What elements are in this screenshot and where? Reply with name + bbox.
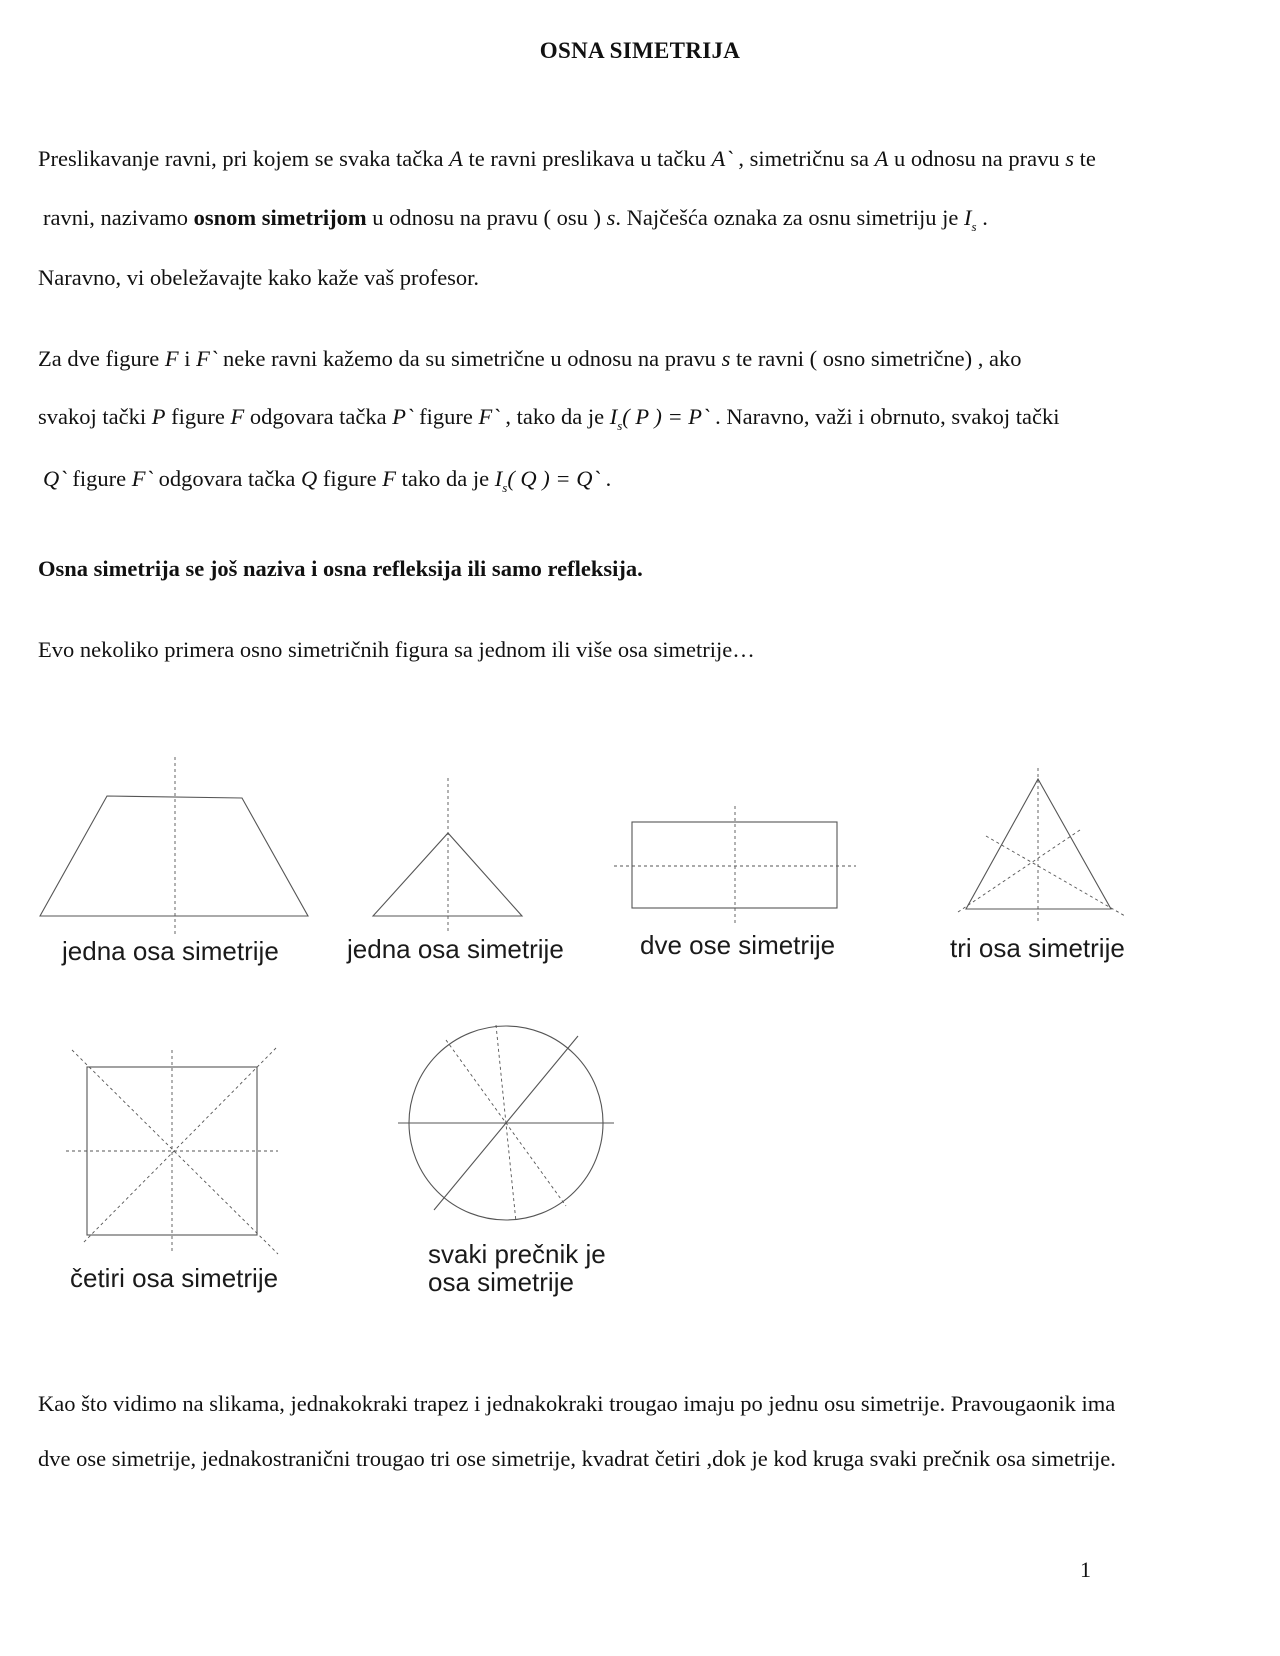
- text: .: [599, 466, 612, 491]
- text: te ravni ( osno simetrične) , ako: [730, 346, 1022, 371]
- equilateral-axis-2: [986, 836, 1125, 916]
- math-A-prime: A`: [711, 146, 733, 171]
- text: . Naravno, važi i obrnuto, svakoj tački: [709, 404, 1060, 429]
- text: te ravni preslikava u tačku: [462, 146, 712, 171]
- term-osna-simetrija: osnom simetrijom: [193, 205, 367, 230]
- label-trapezoid: jedna osa simetrije: [62, 936, 279, 966]
- math-F-prime: F`: [196, 346, 218, 371]
- paragraph-note: Naravno, vi obeležavajte kako kaže vaš profesor.: [38, 265, 480, 290]
- math-I: I: [609, 404, 618, 429]
- text: Preslikavanje ravni, pri kojem se svaka tačka: [38, 146, 450, 171]
- text: te: [1074, 146, 1096, 171]
- page-number: 1: [1080, 1557, 1091, 1582]
- math-F-prime: F`: [478, 404, 500, 429]
- math-s: s: [1065, 146, 1074, 171]
- math-subscript-s: s: [617, 418, 623, 433]
- label-circle-line2: osa simetrije: [428, 1267, 574, 1297]
- text: tako da je: [396, 466, 495, 491]
- math-Q: Q: [301, 466, 318, 491]
- text: figure: [66, 466, 132, 491]
- text: neke ravni kažemo da su simetrične u odnosu na pravu: [217, 346, 722, 371]
- math-F-prime: F`: [131, 466, 153, 491]
- math-s: s: [721, 346, 731, 371]
- text: . Najčešća oznaka za osnu simetriju je: [615, 205, 965, 230]
- text: u odnosu na pravu: [888, 146, 1066, 171]
- math-subscript-s: s: [971, 219, 977, 234]
- square-axis-diagonal-2: [82, 1048, 276, 1244]
- text: svakoj tački: [38, 404, 152, 429]
- paragraph-examples-intro: Evo nekoliko primera osno simetričnih figura sa jednom ili više osa simetrije…: [38, 637, 755, 662]
- paragraph-refleksija: Osna simetrija se još naziva i osna refleksija ili samo refleksija.: [38, 556, 643, 581]
- text: Za dve figure: [38, 346, 165, 371]
- math-formula: ( Q ) = Q`: [507, 466, 600, 491]
- text: ravni, nazivamo: [43, 205, 194, 230]
- math-P-prime: P`: [392, 404, 414, 429]
- text: , tako da je: [499, 404, 610, 429]
- math-A: A: [449, 146, 463, 171]
- paragraph-conclusion-line2: dve ose simetrije, jednakostranični trougao tri ose simetrije, kvadrat četiri ,dok je kod kruga svaki prečnik osa simetrije.: [38, 1446, 1116, 1471]
- label-rectangle: dve ose simetrije: [640, 930, 836, 960]
- math-P: P: [151, 404, 166, 429]
- text: , simetričnu sa: [732, 146, 875, 171]
- text: i: [178, 346, 197, 371]
- text: u odnosu na pravu ( osu ): [366, 205, 607, 230]
- text: .: [976, 205, 988, 230]
- math-A: A: [874, 146, 889, 171]
- paragraph-conclusion-line1: Kao što vidimo na slikama, jednakokraki trapez i jednakokraki trougao imaju po jednu osu simetrije. Pravougaonik ima: [38, 1391, 1116, 1416]
- label-equilateral-triangle: tri osa simetrije: [950, 933, 1125, 963]
- math-formula: ( P ) = P`: [622, 404, 710, 429]
- equilateral-axis-3: [958, 830, 1080, 912]
- text: figure: [317, 466, 383, 491]
- math-Q-prime: Q`: [43, 466, 67, 491]
- math-I: I: [494, 466, 503, 491]
- text: figure: [165, 404, 231, 429]
- label-circle-line1: svaki prečnik je: [428, 1239, 606, 1269]
- math-F: F: [382, 466, 397, 491]
- isosceles-triangle-shape: [373, 833, 522, 916]
- text: odgovara tačka: [244, 404, 393, 429]
- text: odgovara tačka: [152, 466, 302, 491]
- text: figure: [413, 404, 479, 429]
- equilateral-triangle-shape: [966, 779, 1111, 909]
- math-subscript-s: s: [502, 480, 508, 495]
- label-isosceles-triangle: jedna osa simetrije: [347, 934, 564, 964]
- trapezoid-shape: [40, 796, 308, 916]
- page-title: OSNA SIMETRIJA: [539, 38, 741, 63]
- rectangle-shape: [632, 822, 837, 908]
- math-F: F: [230, 404, 245, 429]
- label-square: četiri osa simetrije: [70, 1263, 279, 1293]
- math-F: F: [164, 346, 179, 371]
- math-I: I: [964, 205, 972, 230]
- math-s: s: [606, 205, 616, 230]
